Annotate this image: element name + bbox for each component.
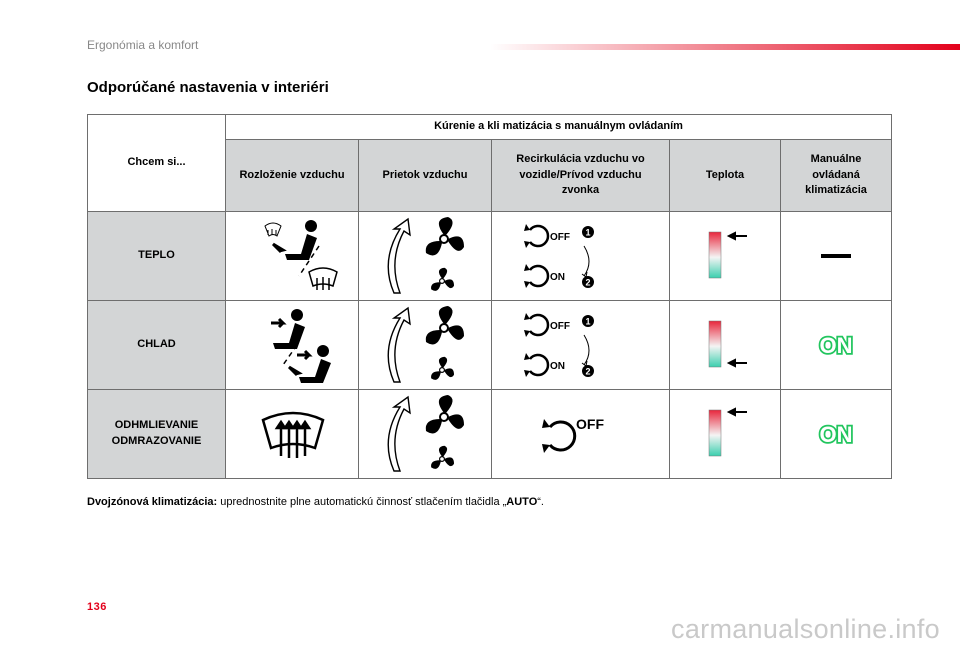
corner-cell: Chcem si... — [88, 115, 226, 212]
temperature-low-icon — [685, 315, 765, 375]
fresh-air-icon — [524, 264, 548, 288]
group-header: Kúrenie a kli matizácia s manuálnym ovládaním — [226, 115, 892, 140]
recirc-cell-heat — [492, 212, 670, 301]
row-label-heat: TEPLO — [88, 212, 226, 301]
recirc-on-label: ON — [549, 361, 565, 372]
step-1-label: 1 — [584, 316, 591, 327]
page-number: 136 — [87, 601, 107, 613]
fresh-air-icon — [524, 353, 548, 377]
watermark: carmanualsonline.info — [671, 614, 940, 644]
recirc-off-label: OFF — [549, 321, 570, 332]
windscreen-demist-icon — [237, 402, 347, 466]
header-accent-line — [490, 44, 960, 50]
recirc-off-label: OFF — [575, 416, 604, 432]
fan-speed-icon — [370, 304, 480, 386]
footnote — [87, 496, 544, 508]
flow-cell-demist — [359, 390, 492, 479]
footnote-auto: AUTO — [506, 496, 538, 508]
windscreen-feet-distribution-icon — [237, 216, 347, 296]
recirculation-icon — [524, 313, 548, 337]
footnote-text: uprednostnite plne automatickú činnosť stlačením tlačidla „ — [217, 496, 507, 508]
recirc-on-label: ON — [549, 272, 565, 283]
temperature-cell-demist — [670, 390, 781, 479]
row-label-demist — [88, 390, 226, 479]
settings-table — [87, 114, 892, 479]
col-header-manual-ac: Manuálne ovládaná klimatizácia — [781, 140, 892, 212]
recirculation-icon — [542, 419, 575, 453]
fan-speed-icon — [370, 215, 480, 297]
step-2-label: 2 — [584, 366, 591, 377]
flow-cell-heat — [359, 212, 492, 301]
face-feet-distribution-icon — [237, 305, 347, 385]
footnote-bold: Dvojzónová klimatizácia: — [87, 496, 218, 508]
ac-cell-demist — [781, 390, 892, 479]
ac-on-label: ON — [819, 333, 853, 358]
flow-cell-cool — [359, 301, 492, 390]
col-header-recirculation: Recirkulácia vzduchu vo vozidle/Prívod vzduchu zvonka — [492, 140, 670, 212]
col-header-flow: Prietok vzduchu — [359, 140, 492, 212]
distribution-cell-cool — [226, 301, 359, 390]
ac-off-dash — [821, 254, 851, 258]
section-header: Ergonómia a komfort — [87, 38, 199, 52]
recirc-cell-demist — [492, 390, 670, 479]
recirculation-icon — [524, 224, 548, 248]
page-title: Odporúčané nastavenia v interiéri — [87, 79, 329, 96]
footnote-end: “. — [537, 496, 544, 508]
distribution-cell-demist — [226, 390, 359, 479]
ac-cell-heat — [781, 212, 892, 301]
temperature-cell-cool — [670, 301, 781, 390]
row-label-demist-line2: ODMRAZOVANIE — [111, 435, 202, 447]
step-2-label: 2 — [584, 277, 591, 288]
col-header-temperature: Teplota — [670, 140, 781, 212]
row-label-cool: CHLAD — [88, 301, 226, 390]
temperature-high-icon — [685, 404, 765, 464]
step-1-label: 1 — [584, 227, 591, 238]
ac-on-label: ON — [819, 422, 853, 447]
recirc-off-label: OFF — [549, 232, 570, 243]
temperature-cell-heat — [670, 212, 781, 301]
distribution-cell-heat — [226, 212, 359, 301]
col-header-distribution: Rozloženie vzduchu — [226, 140, 359, 212]
recirc-cell-cool — [492, 301, 670, 390]
fan-speed-icon — [370, 393, 480, 475]
ac-cell-cool — [781, 301, 892, 390]
temperature-high-icon — [685, 226, 765, 286]
row-label-demist-line1: ODHMLIEVANIE — [114, 419, 199, 432]
